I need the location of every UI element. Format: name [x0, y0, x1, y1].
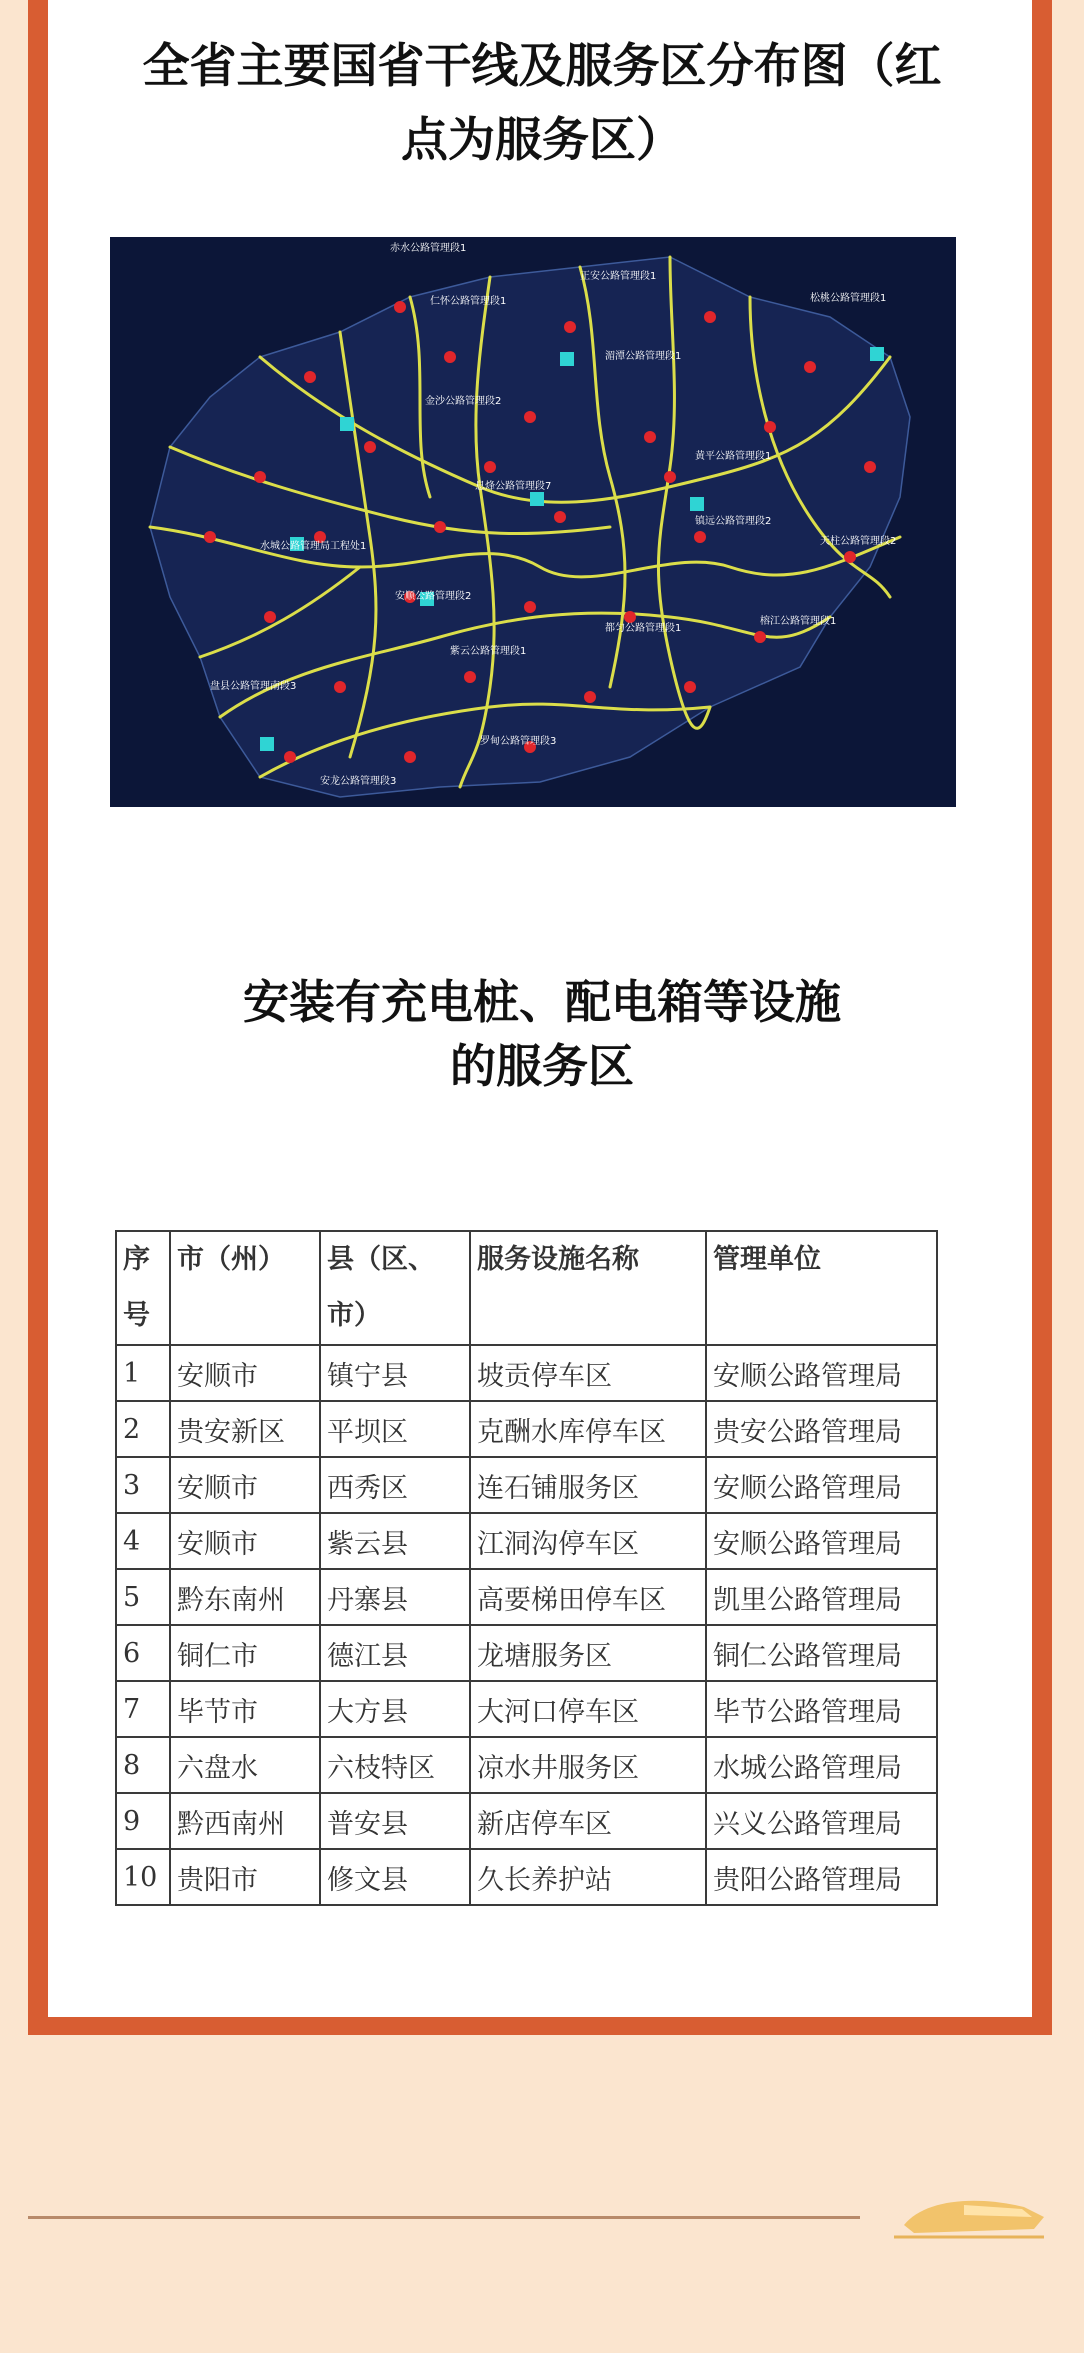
cell-county: 西秀区 — [320, 1457, 470, 1513]
cell-unit: 安顺公路管理局 — [706, 1513, 937, 1569]
table-row — [116, 1513, 937, 1569]
map-label: 紫云公路管理段1 — [450, 646, 527, 657]
cell-facility: 凉水井服务区 — [470, 1737, 706, 1793]
table-row — [116, 1849, 937, 1905]
cell-county: 丹寨县 — [320, 1569, 470, 1625]
cell-facility: 坡贡停车区 — [470, 1345, 706, 1401]
map-label: 盘县公路管理南段3 — [210, 681, 297, 692]
map-title-line2: 点为服务区） — [401, 113, 683, 168]
header-city: 市（州） — [170, 1231, 320, 1345]
cell-city: 毕节市 — [170, 1681, 320, 1737]
cell-city: 安顺市 — [170, 1457, 320, 1513]
cell-unit: 贵阳公路管理局 — [706, 1849, 937, 1905]
header-facility: 服务设施名称 — [470, 1231, 706, 1345]
cell-city: 黔东南州 — [170, 1569, 320, 1625]
map-label: 金沙公路管理段2 — [425, 396, 502, 407]
cell-unit: 水城公路管理局 — [706, 1737, 937, 1793]
map-label: 安龙公路管理段3 — [320, 776, 397, 787]
table-row — [116, 1569, 937, 1625]
map-label: 都匀公路管理段1 — [605, 623, 682, 634]
map-label: 安顺公路管理段2 — [395, 591, 472, 602]
map-label: 黄平公路管理段1 — [695, 451, 772, 462]
table-row — [116, 1681, 937, 1737]
cell-no: 3 — [116, 1457, 170, 1513]
map-label: 仁怀公路管理段1 — [430, 296, 507, 307]
cell-county: 德江县 — [320, 1625, 470, 1681]
map-label: 息烽公路管理段7 — [475, 481, 552, 492]
table-row — [116, 1625, 937, 1681]
header-county: 县（区、市） — [320, 1231, 470, 1345]
map-label: 镇远公路管理段2 — [695, 516, 772, 527]
table-title-line2: 的服务区 — [450, 1039, 634, 1093]
cell-no: 7 — [116, 1681, 170, 1737]
cell-no: 8 — [116, 1737, 170, 1793]
map-label: 湄潭公路管理段1 — [605, 351, 682, 362]
cell-no: 9 — [116, 1793, 170, 1849]
map-graphic — [110, 237, 956, 807]
cell-unit: 凯里公路管理局 — [706, 1569, 937, 1625]
map-label: 赤水公路管理段1 — [390, 243, 467, 254]
cell-facility: 久长养护站 — [470, 1849, 706, 1905]
cell-city: 铜仁市 — [170, 1625, 320, 1681]
train-icon — [894, 2185, 1054, 2245]
cell-county: 六枝特区 — [320, 1737, 470, 1793]
header-unit: 管理单位 — [706, 1231, 937, 1345]
cell-unit: 毕节公路管理局 — [706, 1681, 937, 1737]
cell-county: 修文县 — [320, 1849, 470, 1905]
cell-county: 普安县 — [320, 1793, 470, 1849]
cell-county: 平坝区 — [320, 1401, 470, 1457]
cell-no: 4 — [116, 1513, 170, 1569]
cell-unit: 兴义公路管理局 — [706, 1793, 937, 1849]
cell-no: 5 — [116, 1569, 170, 1625]
table-row — [116, 1345, 937, 1401]
service-area-table — [115, 1230, 938, 1906]
cell-unit: 贵安公路管理局 — [706, 1401, 937, 1457]
cell-no: 2 — [116, 1401, 170, 1457]
cell-facility: 连石铺服务区 — [470, 1457, 706, 1513]
table-title-line1: 安装有充电桩、配电箱等设施 — [243, 975, 841, 1029]
table-row — [116, 1793, 937, 1849]
highway-map — [110, 237, 956, 807]
cell-county: 镇宁县 — [320, 1345, 470, 1401]
cell-unit: 安顺公路管理局 — [706, 1345, 937, 1401]
map-title-line1: 全省主要国省干线及服务区分布图（红 — [142, 39, 942, 94]
cell-city: 贵安新区 — [170, 1401, 320, 1457]
map-label: 罗甸公路管理段3 — [480, 736, 557, 747]
table-header-row — [116, 1231, 937, 1345]
cell-county: 大方县 — [320, 1681, 470, 1737]
map-title — [60, 30, 1024, 178]
cell-facility: 克酬水库停车区 — [470, 1401, 706, 1457]
cell-facility: 龙塘服务区 — [470, 1625, 706, 1681]
cell-city: 贵阳市 — [170, 1849, 320, 1905]
cell-city: 安顺市 — [170, 1513, 320, 1569]
cell-county: 紫云县 — [320, 1513, 470, 1569]
table-row — [116, 1457, 937, 1513]
cell-city: 安顺市 — [170, 1345, 320, 1401]
map-label: 天柱公路管理段2 — [820, 536, 897, 547]
table-title — [60, 970, 1024, 1098]
map-label: 松桃公路管理段1 — [810, 293, 887, 304]
table-row — [116, 1737, 937, 1793]
cell-city: 黔西南州 — [170, 1793, 320, 1849]
cell-no: 6 — [116, 1625, 170, 1681]
header-no: 序号 — [116, 1231, 170, 1345]
table-row — [116, 1401, 937, 1457]
cell-facility: 江洞沟停车区 — [470, 1513, 706, 1569]
cell-city: 六盘水 — [170, 1737, 320, 1793]
cell-facility: 高要梯田停车区 — [470, 1569, 706, 1625]
cell-no: 1 — [116, 1345, 170, 1401]
cell-unit: 铜仁公路管理局 — [706, 1625, 937, 1681]
map-label: 水城公路管理局工程处1 — [260, 541, 367, 552]
map-label: 榕江公路管理段1 — [760, 616, 837, 627]
cell-no: 10 — [116, 1849, 170, 1905]
cell-unit: 安顺公路管理局 — [706, 1457, 937, 1513]
cell-facility: 新店停车区 — [470, 1793, 706, 1849]
footer-divider — [28, 2216, 860, 2219]
cell-facility: 大河口停车区 — [470, 1681, 706, 1737]
map-label: 正安公路管理段1 — [580, 271, 657, 282]
